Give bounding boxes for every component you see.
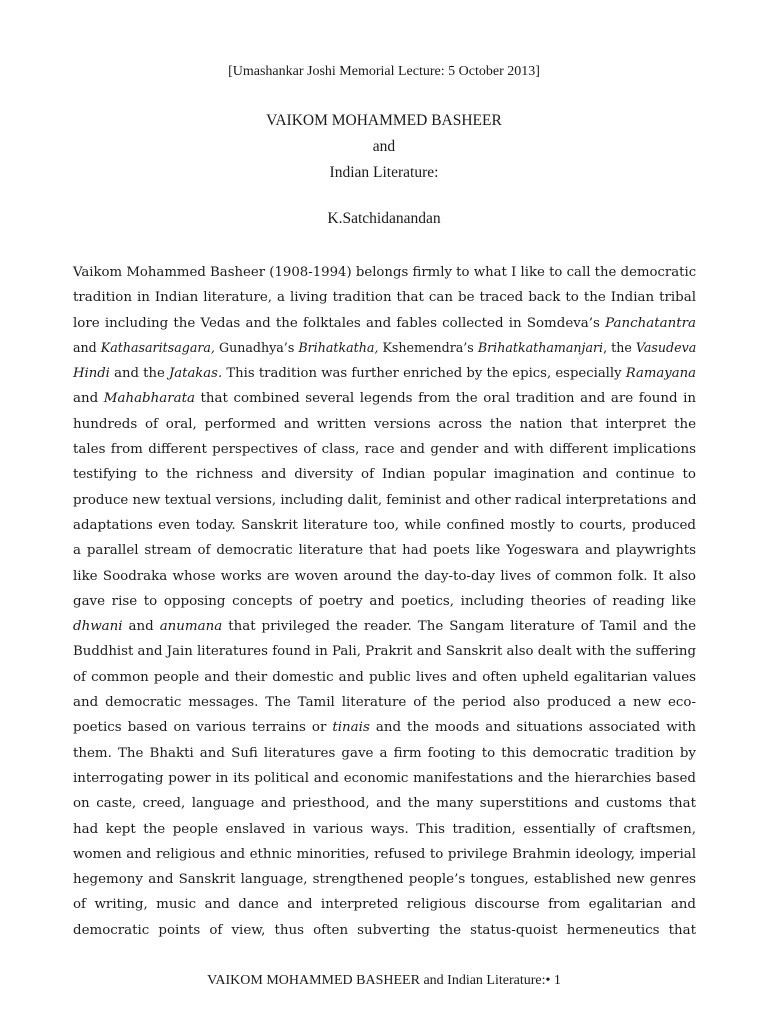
text-line [73, 791, 696, 816]
text-line [73, 462, 696, 487]
text-run: Gunadhya’s [214, 340, 299, 356]
text-line [73, 538, 696, 563]
text-run: like Soodraka whose works are woven around the day-to-day lives of common folk. It also [73, 568, 696, 584]
text-run: poetics based on various terrains or [73, 720, 333, 736]
text-line [73, 412, 696, 437]
italic-text-run: Mahabharata [103, 391, 195, 407]
text-line [73, 260, 696, 285]
text-line [73, 361, 696, 386]
text-line [73, 892, 696, 917]
italic-text-run: tinais [332, 720, 370, 736]
text-run: interrogating power in its political and economic manifestations and the hierarchies based [73, 770, 696, 786]
text-run: hegemony and Sanskrit language, strengthened people’s tongues, established new genres [73, 872, 696, 888]
text-line [73, 513, 696, 538]
title-line-1: VAIKOM MOHAMMED BASHEER [266, 112, 502, 129]
lecture-header-note: [Umashankar Joshi Memorial Lecture: 5 October 2013] [228, 64, 540, 79]
text-line [73, 589, 696, 614]
italic-text-run: Vasudeva [635, 340, 697, 356]
text-run: This tradition was further enriched by the epics, especially [222, 366, 626, 382]
italic-text-run: Brihatkatha, [298, 340, 379, 356]
author-name: K.Satchidanandan [327, 210, 441, 227]
italic-text-run: Panchatantra [605, 315, 696, 331]
text-line [73, 817, 696, 842]
italic-text-run: Kathasaritsagara, [100, 340, 215, 356]
text-line [73, 639, 696, 664]
text-run: , the [603, 340, 636, 356]
text-line [73, 386, 696, 411]
text-run: tales from different perspectives of class, race and gender and with different implications [73, 442, 696, 458]
title-line-3: Indian Literature: [329, 164, 439, 181]
text-line [73, 614, 696, 639]
text-run: of common people and their domestic and public lives and often upheld egalitarian values [73, 669, 696, 685]
text-run: Vaikom Mohammed Basheer (1908-1994) belongs firmly to what I like to call the democratic [73, 265, 697, 280]
text-line [73, 488, 696, 513]
text-run: that combined several legends from the oral tradition and are found in [194, 391, 697, 407]
text-line [73, 690, 696, 715]
italic-text-run: Ramayana [625, 366, 696, 382]
text-line [73, 842, 696, 867]
text-run: testifying to the richness and diversity of Indian popular imagination and continue to [73, 467, 696, 483]
italic-text-run: Hindi [73, 366, 110, 382]
text-line [73, 766, 696, 791]
text-run: hundreds of oral, performed and written versions across the nation that interpret the [73, 416, 696, 432]
text-run: and [122, 619, 160, 635]
title-block [0, 108, 768, 186]
text-line [73, 437, 696, 462]
text-line [73, 741, 696, 766]
text-run: Buddhist and Jain literatures found in Pali, Prakrit and Sanskrit also dealt with the suffering [73, 644, 696, 660]
text-line [73, 715, 696, 740]
text-line [73, 564, 696, 589]
text-run: Kshemendra’s [378, 340, 478, 356]
text-line [73, 665, 696, 690]
text-run: of writing, music and dance and interpreted religious discourse from egalitarian and [73, 897, 696, 913]
text-run: that privileged the reader. The Sangam literature of Tamil and the [222, 619, 696, 635]
text-line [73, 285, 696, 310]
text-run: them. The Bhakti and Sufi literatures gave a firm footing to this democratic tradition by [73, 745, 696, 761]
text-run: democratic points of view, thus often subverting the status-quoist hermeneutics that [73, 922, 696, 938]
text-run: and [73, 340, 101, 356]
title-line-2: and [372, 138, 396, 155]
page-footer: VAIKOM MOHAMMED BASHEER and Indian Literature:• 1 [207, 973, 561, 988]
text-run: gave rise to opposing concepts of poetry and poetics, including theories of reading like [73, 593, 696, 609]
text-run: and [73, 391, 104, 407]
text-run: women and religious and ethnic minorities, refused to privilege Brahmin ideology, imperial [73, 846, 696, 862]
text-run: adaptations even today. Sanskrit literature too, while confined mostly to courts, produced [73, 517, 696, 533]
text-run: produce new textual versions, including dalit, feminist and other radical interpretations and [73, 492, 697, 508]
body-paragraph [73, 260, 696, 943]
text-run: and democratic messages. The Tamil literature of the period also produced a new eco- [73, 695, 696, 711]
text-run: lore including the Vedas and the folktales and fables collected in Somdeva’s [73, 315, 606, 331]
text-line [73, 918, 696, 943]
italic-text-run: Jatakas. [168, 366, 223, 382]
text-run: tradition in Indian literature, a living tradition that can be traced back to the Indian tribal [73, 290, 696, 306]
text-line [73, 311, 696, 336]
text-run: and the [109, 366, 169, 382]
italic-text-run: anumana [159, 619, 223, 635]
italic-text-run: Brihatkathamanjari [477, 340, 604, 356]
text-run: and the moods and situations associated with [369, 720, 696, 736]
text-run: a parallel stream of democratic literature that had poets like Yogeswara and playwrights [73, 543, 696, 559]
italic-text-run: dhwani [73, 619, 123, 635]
text-line [73, 336, 696, 361]
text-run: had kept the people enslaved in various ways. This tradition, essentially of craftsmen, [73, 821, 696, 837]
text-line [73, 867, 696, 892]
text-run: on caste, creed, language and priesthood, and the many superstitions and customs that [73, 796, 696, 812]
